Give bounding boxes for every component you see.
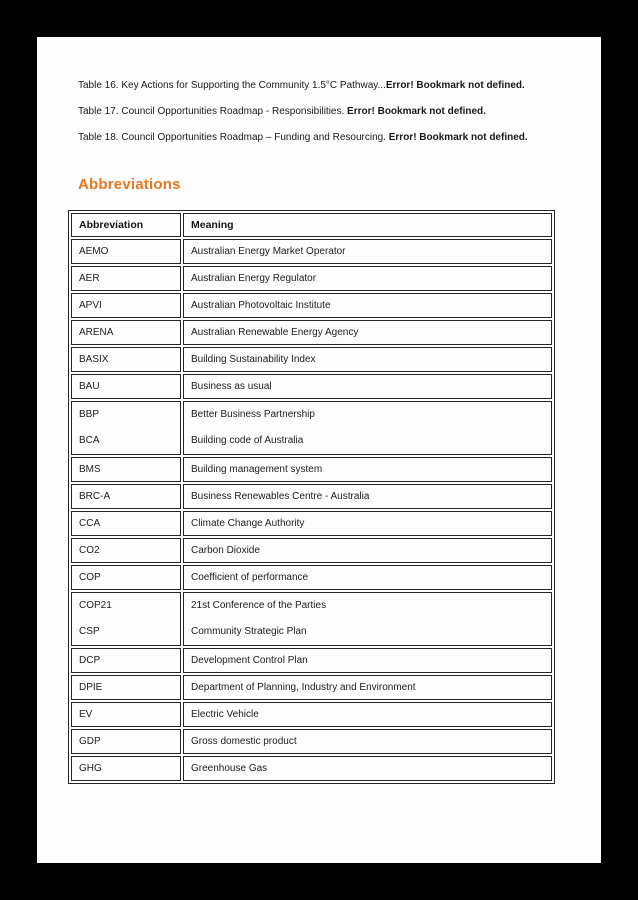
abbreviation-cell-line: CSP [79, 626, 100, 637]
meaning-cell-line: Building code of Australia [191, 435, 304, 446]
meaning-cell-line: Australian Renewable Energy Agency [191, 326, 359, 338]
abbreviation-cell-line: BASIX [79, 353, 109, 365]
column-header-abbreviation: Abbreviation [71, 213, 181, 237]
table-row [71, 401, 552, 455]
table-row [71, 484, 552, 509]
meaning-cell [183, 565, 552, 590]
toc-entry-error-text: Error! Bookmark not defined. [385, 80, 525, 91]
abbreviation-cell-line: AER [79, 272, 100, 284]
table-row [71, 538, 552, 563]
abbreviation-cell [71, 538, 181, 563]
abbreviations-table [68, 210, 555, 784]
abbreviation-cell [71, 756, 181, 781]
meaning-cell [183, 401, 552, 455]
abbreviation-cell [71, 239, 181, 264]
meaning-cell [183, 702, 552, 727]
abbreviation-cell-line: DCP [79, 654, 101, 666]
table-row [71, 293, 552, 318]
abbreviation-cell-line: BBP [79, 409, 100, 420]
meaning-cell-line: Building management system [191, 463, 323, 475]
abbreviation-cell [71, 457, 181, 482]
toc-entry-text: Table 17. Council Opportunities Roadmap - Responsibilities. [78, 106, 348, 117]
meaning-cell-line: Coefficient of performance [191, 571, 309, 583]
meaning-cell-line: Business as usual [191, 380, 272, 392]
abbreviation-cell [71, 511, 181, 536]
abbreviation-cell-line: COP [79, 571, 101, 583]
table-row [71, 675, 552, 700]
meaning-cell-line: Building Sustainability Index [191, 353, 316, 365]
toc-entry-text: Table 16. Key Actions for Supporting the Community 1.5°C Pathway... [78, 80, 386, 91]
abbreviation-cell-line: GDP [79, 735, 101, 747]
meaning-cell [183, 648, 552, 673]
abbreviation-cell [71, 401, 181, 455]
meaning-cell-line: Business Renewables Centre - Australia [191, 490, 370, 502]
abbreviation-cell [71, 266, 181, 291]
meaning-cell [183, 729, 552, 754]
toc-entry [78, 78, 564, 93]
meaning-cell [183, 511, 552, 536]
abbreviation-cell-line: APVI [79, 299, 102, 311]
table-header-row [71, 213, 552, 237]
meaning-cell [183, 484, 552, 509]
abbreviation-cell [71, 648, 181, 673]
abbreviation-cell-line: BRC-A [79, 490, 111, 502]
abbreviation-cell [71, 702, 181, 727]
abbreviation-cell [71, 592, 181, 646]
meaning-cell-line: Gross domestic product [191, 735, 297, 747]
meaning-cell [183, 266, 552, 291]
abbreviation-cell-line: CO2 [79, 544, 100, 556]
meaning-cell-line: Community Strategic Plan [191, 626, 307, 637]
table-row [71, 457, 552, 482]
toc-entry [78, 104, 564, 119]
meaning-cell [183, 239, 552, 264]
table-row [71, 592, 552, 646]
table-row [71, 374, 552, 399]
table-row [71, 648, 552, 673]
abbreviation-cell-line: AEMO [79, 245, 109, 257]
meaning-cell-line: Carbon Dioxide [191, 544, 260, 556]
document-page [37, 37, 601, 863]
table-row [71, 756, 552, 781]
toc-entry-error-text: Error! Bookmark not defined. [347, 106, 486, 117]
abbreviation-cell [71, 484, 181, 509]
meaning-cell [183, 374, 552, 399]
meaning-cell-line: Better Business Partnership [191, 409, 315, 420]
toc-entry-text: Table 18. Council Opportunities Roadmap – Funding and Resourcing. [78, 132, 389, 143]
abbreviation-cell [71, 675, 181, 700]
toc-entry-error-text: Error! Bookmark not defined. [388, 132, 528, 143]
table-row [71, 239, 552, 264]
abbreviation-cell-line: GHG [79, 762, 102, 774]
abbreviation-cell [71, 320, 181, 345]
table-of-contents-fragment [78, 78, 566, 145]
abbreviation-cell-line: CCA [79, 517, 101, 529]
meaning-cell [183, 347, 552, 372]
table-row [71, 320, 552, 345]
abbreviations-table-header [71, 213, 552, 237]
meaning-cell-line: Australian Energy Regulator [191, 272, 317, 284]
table-row [71, 702, 552, 727]
meaning-cell-line: 21st Conference of the Parties [191, 600, 327, 611]
abbreviation-cell-line: BAU [79, 380, 100, 392]
meaning-cell-line: Climate Change Authority [191, 517, 305, 529]
abbreviation-cell [71, 293, 181, 318]
abbreviation-cell [71, 347, 181, 372]
meaning-cell [183, 293, 552, 318]
meaning-cell-line: Australian Photovoltaic Institute [191, 299, 331, 311]
meaning-cell [183, 675, 552, 700]
abbreviations-table-body [71, 239, 552, 781]
abbreviation-cell [71, 374, 181, 399]
abbreviations-heading: Abbreviations [78, 176, 181, 193]
abbreviation-cell-line: EV [79, 708, 93, 720]
meaning-cell-line: Department of Planning, Industry and Environment [191, 681, 416, 693]
meaning-cell [183, 592, 552, 646]
meaning-cell [183, 538, 552, 563]
abbreviation-cell [71, 729, 181, 754]
abbreviation-cell-line: BMS [79, 463, 101, 475]
meaning-cell [183, 457, 552, 482]
abbreviation-cell-line: BCA [79, 435, 100, 446]
meaning-cell-line: Electric Vehicle [191, 708, 259, 720]
abbreviation-cell-line: ARENA [79, 326, 114, 338]
table-row [71, 347, 552, 372]
table-row [71, 729, 552, 754]
meaning-cell [183, 320, 552, 345]
table-row [71, 266, 552, 291]
meaning-cell [183, 756, 552, 781]
meaning-cell-line: Greenhouse Gas [191, 762, 268, 774]
table-row [71, 565, 552, 590]
abbreviation-cell [71, 565, 181, 590]
meaning-cell-line: Australian Energy Market Operator [191, 245, 346, 257]
abbreviation-cell-line: DPIE [79, 681, 103, 693]
toc-entry [78, 130, 564, 145]
table-row [71, 511, 552, 536]
column-header-meaning: Meaning [183, 213, 552, 237]
abbreviation-cell-line: COP21 [79, 600, 112, 611]
meaning-cell-line: Development Control Plan [191, 654, 308, 666]
